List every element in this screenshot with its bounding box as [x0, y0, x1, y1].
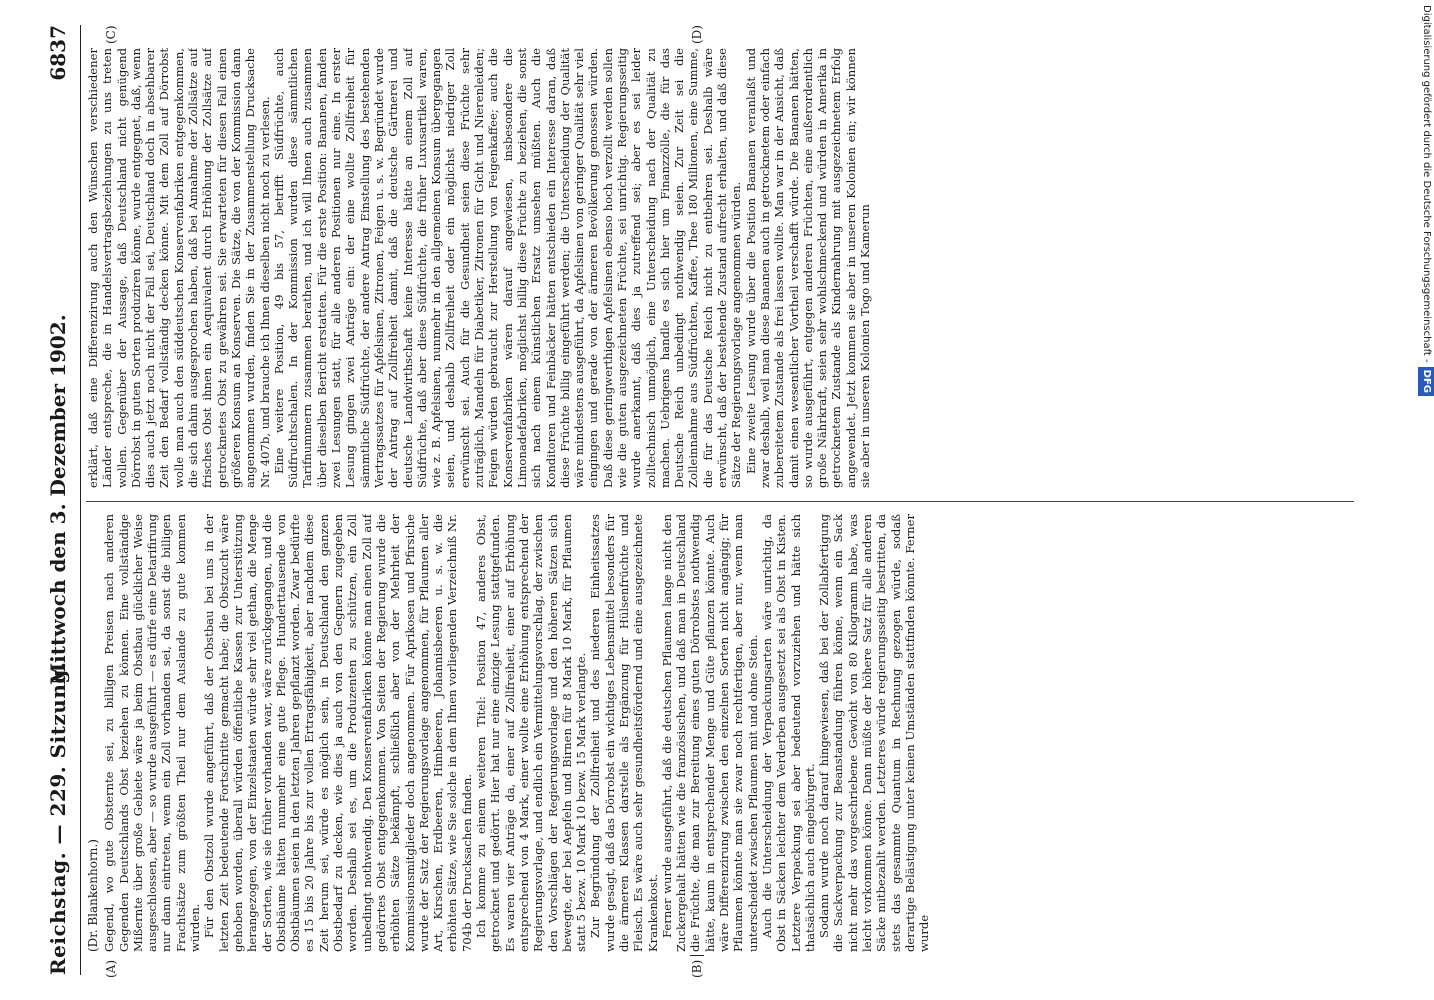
paragraph: Gegend, wo gute Obsternte sei, zu billigen Preisen nach anderen Gegenden Deutschlands Obst beziehen zu können. Eine vollständige Mißernte über große Gebiete wäre ja beim Obstbau glücklicher Weise ausgeschlossen, aber — so wurde ausgeführt — es dürfe eine Detarifirung nur dann eintreten, wenn ein Zoll vorhanden sei, da sonst die billigen Frachtsätze zum größten Theil nur dem Auslande zu gute kommen würden. — [102, 514, 203, 952]
page-header — [40, 25, 81, 975]
paragraph: Zur Begründung der Zollfreiheit und des niederen Einheitssatzes wurde gesagt, daß das Dörrobst ein wichtiges Lebensmittel besonders für die ärmeren Klassen darstelle als Ergänzung für Hülsenfrüchte und Fleisch. Es wäre auch sehr gesundheitsfördernd und eine ausgezeichnete Krankenkost. — [588, 514, 660, 952]
right-text-column — [86, 48, 1354, 488]
paragraph: Eine zweite Lesung wurde über die Position Bananen veranlaßt und zwar deshalb, weil man diese Bananen auch in getrocknetem oder einfach zubereitetem Zustande als frei lassen wollte. Man war in der Ansicht, daß damit einen wesentlicher Vortheil verschafft würde. Die Bananen hätten, so wurde ausgeführt, entgegen anderen Früchten, eine außerordentlich große Nährkraft, seien sehr wohlschmeckend und würden in Amerika in getrocknetem Zustande als Kindernahrung mit ausgezeichnetem Erfolg angewendet. Jetzt kommen sie aber in unseren Kolonien ein; wir können sie aber in unseren Kolonien Togo und Kamerun — [743, 48, 873, 488]
margin-mark-c: (C) — [104, 25, 118, 44]
header-date: Mittwoch den 3. Dezember 1902. — [46, 314, 70, 685]
paragraph: Eine weitere Position, 49 bis 57, betrifft Südfrüchte, auch Südfruchtschalen. In der Kommission wurden diese sämmtlichen Tarifnummern zusammen berathen, und ich will Ihnen auch zusammen über dieselben Bericht erstatten. Für die erste Position: Bananen, fanden zwei Lesungen statt, für alle anderen Positionen nur eine. In erster Lesung gingen zwei Anträge ein: der eine wollte Zollfreiheit für sämmtliche Südfrüchte, der andere Antrag Einstellung des bestehenden Vertragssatzes für Apfelsinen, Zitronen, Feigen u. s. w. Begründet wurde der Antrag auf Zollfreiheit damit, daß die deutsche Gärtnerei und deutsche Landwirthschaft keine Interesse hätte an einem Zoll auf Südfrüchte, daß aber diese Südfrüchte, die früher Luxusartikel waren, wie z. B. Apfelsinen, nunmehr in den allgemeinen Konsum übergegangen seien, und deshalb Zollfreiheit oder ein möglichst niedriger Zoll erwünscht sei. Auch für die Gesundheit seien diese Früchte sehr zuträglich, Mandeln für Diabetiker, Zitronen für Gicht und Nierenleiden; Feigen würden gebraucht zur Herstellung von Feigenkaffee; auch die Konservenfabriken wären darauf angewiesen, insbesondere die Limonadefabriken, möglichst billig diese Früchte zu beziehen, die sonst sich nach einem künstlichen Ersatz umsehen müßten. Auch die Konditoren und Feinbäcker hätten entschieden ein Interesse daran, daß diese Früchte billig eingeführt werden; die Unterscheidung der Qualität wäre mindestens ausgeführt, da Apfelsinen von geringer Qualität sehr viel eingingen und gerade von der ärmeren Bevölkerung genossen würden. Daß diese geringwerthigen Apfelsinen ebenso hoch verzollt werden sollen wie die guten ausgezeichneten Früchte, sei unrichtig. Regierungsseitig wurde anerkannt, daß dies ja zutreffend sei; aber es sei leider zolltechnisch unmöglich, eine Unterscheidung nach der Qualität zu machen. Uebrigens handle es sich hier um Finanzzölle, die für das Deutsche Reich unbedingt nothwendig seien. Zur Zeit sei die Zolleinnahme aus Südfrüchten, Kaffee, Thee 180 Millionen, eine Summe, die für das Deutsche Reich nicht zu entbehren sei. Deshalb wäre erwünscht, daß der bestehende Zustand aufrecht erhalten, und daß diese Sätze der Regierungsvorlage angenommen würden. — [271, 48, 744, 488]
paragraph: Sodann wurde noch darauf hingewiesen, daß bei der Zollabfertigung die Sackverpackung zur Beanstandung führen könne, wenn ein Sack nicht mehr das vorgeschriebene Gewicht von 80 Kilogramm habe, was leicht vorkommen könne. Dann müßte der höhere Satz für alle anderen Säcke mitbezahlt werden. Letzteres würde regierungsseitig bestritten, da stets das gesammte Quantum in Rechnung gezogen würde, sodaß derartige Belästigung unter keinen Umständen stattfinden könnte. Ferner wurde — [817, 514, 932, 952]
column-divider — [86, 501, 1354, 502]
dfg-logo: DFG — [1418, 367, 1434, 396]
paragraph: Für den Obstzoll wurde angeführt, daß der Obstbau bei uns in der letzten Zeit bedeutende Fortschritte gemacht habe; die Obstzucht wäre gehoben worden, überall würden öffentliche Kassen zur Unterstützung herangezogen, von der Einzelstaaten würde sehr viel gethan, die Menge der Sorten, wie sie früher vorhanden war, wäre zurückgegangen, und die Obstbäume hätten nunmehr eine gute Pflege. Hunderttausende von Obstbäumen seien in den letzten Jahren gepflanzt worden. Zwar bedürfte es 15 bis 20 Jahre bis zur vollen Ertragsfähigkeit, aber nachdem diese Zeit herum sei, würde es möglich sein, in Deutschland den ganzen Obstbedarf zu decken, wie dies ja auch von den Gegnern zugegeben worden. Deshalb sei es, um die Produzenten zu schützen, ein Zoll unbedingt nothwendig. Den Konservenfabriken könne man einen Zoll auf gedörrtes Obst entgegenkommen. Von Seiten der Regierung wurde die erhöhten Sätze bekämpft, schließlich aber von der Mehrheit der Kommissionsmitglieder doch angenommen. Für Aprikosen und Pfirsiche wurde der Satz der Regierungsvorlage angenommen, für Pflaumen aller Art, Kirschen, Erdbeeren, Himbeeren, Johannisbeeren u. s. w. die erhöhten Sätze, wie Sie solche in dem Ihnen vorliegenden Verzeichniß Nr. 704b der Drucksachen finden. — [202, 514, 474, 952]
paragraph: Ferner wurde ausgeführt, daß die deutschen Pflaumen lange nicht den Zuckergehalt hätten wie die französischen, und daß man in Deutschland die Früchte, die man zur Bereitung eines guten Dörrobstes nothwendig hätte, kaum in entsprechender Menge und Güte pflanzen könnte. Auch wäre Differenzirung zwischen den einzelnen Sorten nicht angängig; für Pflaumen könnte man sie zwar noch rechtfertigen, aber nur, wenn man unterscheidet zwischen Pflaumen mit und ohne Stein. — [659, 514, 760, 952]
section-marker — [690, 955, 704, 956]
paragraph: erklärt, daß eine Differenzirung auch den Wünschen verschiedener Länder entspreche, die in Handelsvertragsbeziehungen zu uns treten wollen. Gegenüber der Aussage, daß Deutschland nicht genügend Dörrobst in guten Sorten produziren könne, wurde entgegnet, daß, wenn dies auch jetzt noch nicht der Fall sei, Deutschland doch in absehbarer Zeit den Bedarf vollständig decken könne. Mit dem Zoll auf Dörrobst wolle man auch den süddeutschen Konservenfabriken entgegenkommen, die sich dahin ausgesprochen haben, daß bei Annahme der Zollsätze auf frisches Obst ihnen ein Aequivalent durch Erhöhung der Zollsätze auf getrocknetes Obst zu gewähren sei. Sie erwarteten für diesen Fall einen größeren Konsum an Konserven. Die Sätze, die von der Kommission dann angenommen wurden, finden Sie in der Zusammenstellung Drucksache Nr. 407b, und brauche ich Ihnen dieselben nicht noch zu verlesen. — [86, 48, 272, 488]
left-text-column — [86, 514, 1354, 952]
paragraph: Auch die Unterscheidung der Verpackungsarten wäre unrichtig, da Obst in Säcken leichter dem Verderben ausgesetzt sei als Obst in Kisten. Letztere Verpackung sei aber bedeutend vorzuziehen und hätte sich thatsächlich auch eingebürgert. — [759, 514, 817, 952]
margin-mark-a: (A) — [104, 959, 118, 978]
header-parliament-session: Reichstag. — 229. Sitzung. — [46, 661, 70, 975]
digitization-credit — [1418, 5, 1434, 995]
speaker-name: (Dr. Blankenhorn.) — [86, 839, 100, 952]
paragraph: Ich komme zu einem weiteren Titel: Position 47, anderes Obst, getrocknet und gedörrt. Hier hat nur eine einzige Lesung stattgefunden. Es waren vier Anträge da, einer auf Zollfreiheit, einer auf Erhöhung entsprechend von 4 Mark, einer wollte eine Erhöhung entsprechend der Regierungsvorlage, und endlich ein Vermittelungsvorschlag, der zwischen den Vorschlägen der Regierungsvorlage und den höheren Sätzen sich bewegte, der bei Aepfeln und Birnen für 8 Mark 10 Mark, für Pflaumen statt 5 bezw. 10 Mark 10 bezw. 15 Mark verlangte. — [474, 514, 589, 952]
margin-mark-d: (D) — [690, 25, 704, 44]
page-number: 6837 — [46, 25, 70, 81]
digitization-credit-text: Digitalisierung gefördert durch die Deutsche Forschungsgemeinschaft - — [1421, 5, 1432, 363]
margin-mark-b: (B) — [690, 959, 704, 978]
